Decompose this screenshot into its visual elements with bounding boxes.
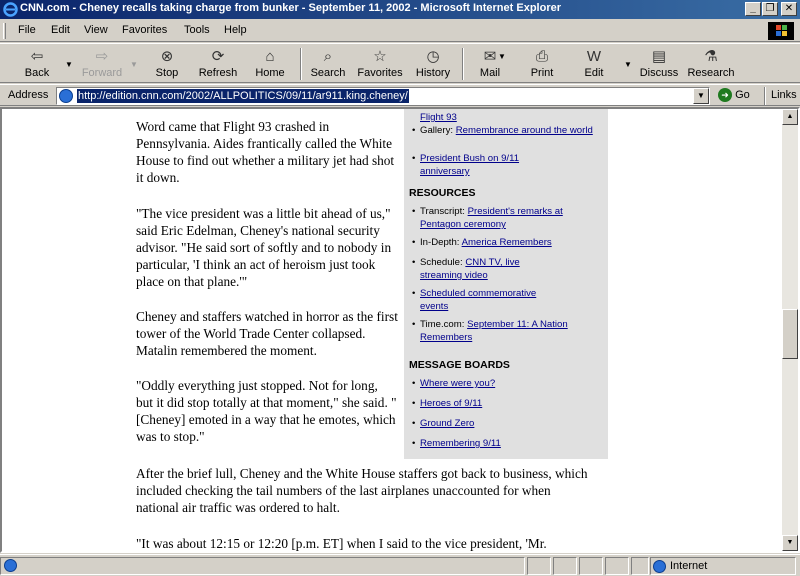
sidebar-item — [412, 111, 602, 124]
refresh-button[interactable]: ⟳ Refresh — [196, 46, 240, 82]
scroll-up-icon[interactable]: ▲ — [782, 109, 798, 125]
discuss-icon: ▤ — [651, 48, 667, 65]
page-viewport — [0, 107, 800, 553]
address-label: Address — [8, 89, 49, 101]
close-button[interactable]: ✕ — [781, 2, 797, 16]
favorites-star-icon: ☆ — [373, 48, 387, 65]
bullet-icon: • — [412, 125, 416, 136]
windows-logo-icon — [768, 22, 794, 40]
menu-file[interactable]: File — [18, 24, 36, 36]
sidebar-item — [412, 152, 602, 178]
home-button[interactable]: ⌂ Home — [253, 46, 287, 82]
related-sidebar — [404, 109, 608, 459]
bullet-icon: • — [412, 418, 416, 429]
ie-logo-icon — [3, 2, 18, 17]
history-icon: ◷ — [426, 48, 440, 65]
go-button[interactable]: ➜ Go — [718, 88, 750, 102]
sidebar-link[interactable]: Where were you? — [420, 378, 496, 389]
sidebar-item: • Gallery: Remembrance around the world — [412, 125, 593, 136]
sidebar-link[interactable]: Remembrance around the world — [455, 125, 593, 136]
search-icon: ⌕ — [323, 48, 333, 65]
research-button[interactable]: ⚗ Research — [687, 48, 735, 79]
address-field[interactable] — [56, 87, 710, 105]
forward-dropdown-icon[interactable]: ▼ — [130, 60, 138, 69]
research-icon: ⚗ — [704, 48, 718, 65]
bullet-icon: • — [412, 378, 416, 389]
window-title: CNN.com - Cheney recalls taking charge from bunker - September 11, 2002 - Microsoft Internet Explorer — [20, 2, 561, 14]
toolbar-separator — [300, 48, 302, 80]
status-panel — [579, 557, 603, 575]
menu-bar — [0, 20, 800, 42]
status-panel — [605, 557, 629, 575]
mail-dropdown-icon[interactable]: ▼ — [498, 52, 506, 61]
back-button[interactable]: ⇦ Back — [20, 46, 54, 82]
sidebar-item: • Schedule: CNN TV, live streaming video — [412, 257, 520, 281]
forward-arrow-icon: ⇨ — [95, 48, 109, 65]
status-panel — [631, 557, 649, 575]
article-paragraph: After the brief lull, Cheney and the White House staffers got back to business, which included checking the tail numbers of the last airplanes unaccounted for when national air traffic was ordered to halt. — [136, 466, 588, 515]
menu-edit[interactable]: Edit — [51, 24, 70, 36]
article-paragraph: "Oddly everything just stopped. Not for long, but it did stop totally at that moment," she said. "[Cheney] emoted in a way that he emotes, which was to stop." — [136, 378, 397, 444]
go-arrow-icon: ➜ — [718, 88, 732, 102]
menu-view[interactable]: View — [84, 24, 108, 36]
print-button[interactable]: ⎙ Print — [526, 46, 558, 82]
sidebar-link[interactable]: Remembering 9/11 — [420, 438, 501, 449]
bullet-icon: • — [412, 319, 416, 330]
mail-icon: ✉ — [483, 48, 497, 65]
internet-globe-icon — [653, 560, 666, 573]
menu-tools[interactable]: Tools — [184, 24, 210, 36]
sidebar-link[interactable]: CNN TV, live streaming video — [420, 257, 520, 281]
bullet-icon: • — [412, 237, 416, 248]
print-icon: ⎙ — [535, 48, 548, 65]
back-dropdown-icon[interactable]: ▼ — [65, 60, 73, 69]
links-button[interactable]: Links — [771, 89, 797, 101]
title-bar — [0, 0, 800, 19]
sidebar-link[interactable]: Heroes of 9/11 — [420, 398, 483, 409]
bullet-icon: • — [412, 206, 416, 217]
menu-grip[interactable] — [3, 23, 6, 39]
menu-help[interactable]: Help — [224, 24, 247, 36]
minimize-button[interactable]: _ — [745, 2, 761, 16]
status-text-panel — [0, 557, 525, 575]
sidebar-item: • In-Depth: America Remembers — [412, 237, 552, 248]
sidebar-link[interactable]: Scheduled commemorative events — [420, 288, 537, 312]
article-paragraph: Word came that Flight 93 crashed in Pennsylvania. Aides frantically called the White House to find out whether a military jet had shot it down. — [136, 119, 395, 185]
sidebar-link[interactable]: President's remarks at Pentagon ceremony — [420, 206, 563, 230]
bullet-icon: • — [412, 398, 416, 409]
home-icon: ⌂ — [265, 48, 275, 65]
sidebar-item — [412, 397, 602, 410]
sidebar-item — [412, 377, 602, 390]
scroll-thumb[interactable] — [782, 309, 798, 359]
status-panel — [553, 557, 577, 575]
article-paragraph: "The vice president was a little bit ahead of us," said Eric Edelman, Cheney's national security advisor. "He said sort of softly and to nobody in particular, 'I think an act of heroism just took place on that plane.'" — [136, 206, 392, 289]
sidebar-link[interactable]: President Bush on 9/11 anniversary — [420, 153, 520, 177]
forward-button[interactable]: ⇨ Forward — [78, 46, 126, 82]
standard-toolbar — [0, 43, 800, 83]
article-paragraph: "It was about 12:15 or 12:20 [p.m. ET] when I said to the vice president, 'Mr. — [136, 536, 547, 551]
sidebar-item — [412, 437, 602, 450]
sidebar-link[interactable]: September 11: A Nation Remembers — [420, 319, 568, 343]
edit-word-icon: W — [586, 48, 602, 65]
page-icon — [59, 89, 73, 103]
bullet-icon: • — [412, 288, 416, 299]
bullet-icon: • — [412, 438, 416, 449]
sidebar-item: • Time.com: September 11: A Nation Remembers — [412, 319, 568, 343]
address-bar — [0, 84, 800, 106]
sidebar-link[interactable]: Flight 93 — [420, 112, 457, 123]
sidebar-item — [412, 417, 602, 430]
security-zone-label: Internet — [670, 560, 708, 572]
sidebar-link[interactable]: Ground Zero — [420, 418, 475, 429]
resources-heading: RESOURCES — [409, 187, 476, 199]
status-panel — [527, 557, 551, 575]
scroll-down-icon[interactable]: ▼ — [782, 535, 798, 551]
favorites-button[interactable]: ☆ Favorites — [357, 48, 403, 79]
toolbar-separator — [462, 48, 464, 80]
stop-icon: ⊗ — [160, 48, 174, 65]
message-boards-heading: MESSAGE BOARDS — [409, 359, 510, 371]
search-button[interactable]: ⌕ Search — [310, 48, 346, 79]
edit-dropdown-icon[interactable]: ▼ — [624, 60, 632, 69]
sidebar-item — [412, 287, 562, 313]
sidebar-link[interactable]: America Remembers — [461, 237, 552, 248]
bullet-icon: • — [412, 257, 416, 268]
article-paragraph: Cheney and staffers watched in horror as the first tower of the World Trade Center collapsed. Matalin remembered the moment. — [136, 309, 398, 358]
sidebar-item: • Transcript: President's remarks at Pentagon ceremony — [412, 206, 563, 230]
bullet-icon: • — [412, 153, 416, 164]
maximize-button[interactable]: ❐ — [762, 2, 778, 16]
status-bar — [0, 554, 800, 576]
menu-favorites[interactable]: Favorites — [122, 24, 168, 36]
history-button[interactable]: ◷ History — [412, 46, 454, 82]
stop-button[interactable]: ⊗ Stop — [150, 46, 184, 82]
links-separator — [764, 87, 766, 105]
mail-button[interactable]: ✉ Mail — [474, 46, 506, 82]
address-url[interactable]: http://edition.cnn.com/2002/ALLPOLITICS/09/11/ar911.king.cheney/ — [78, 90, 408, 102]
address-dropdown-icon[interactable]: ▼ — [693, 88, 709, 104]
discuss-button[interactable]: ▤ Discuss — [639, 48, 679, 79]
refresh-icon: ⟳ — [211, 48, 225, 65]
back-arrow-icon: ⇦ — [30, 48, 44, 65]
vertical-scrollbar[interactable] — [782, 109, 798, 551]
edit-button[interactable]: W Edit — [578, 46, 610, 82]
